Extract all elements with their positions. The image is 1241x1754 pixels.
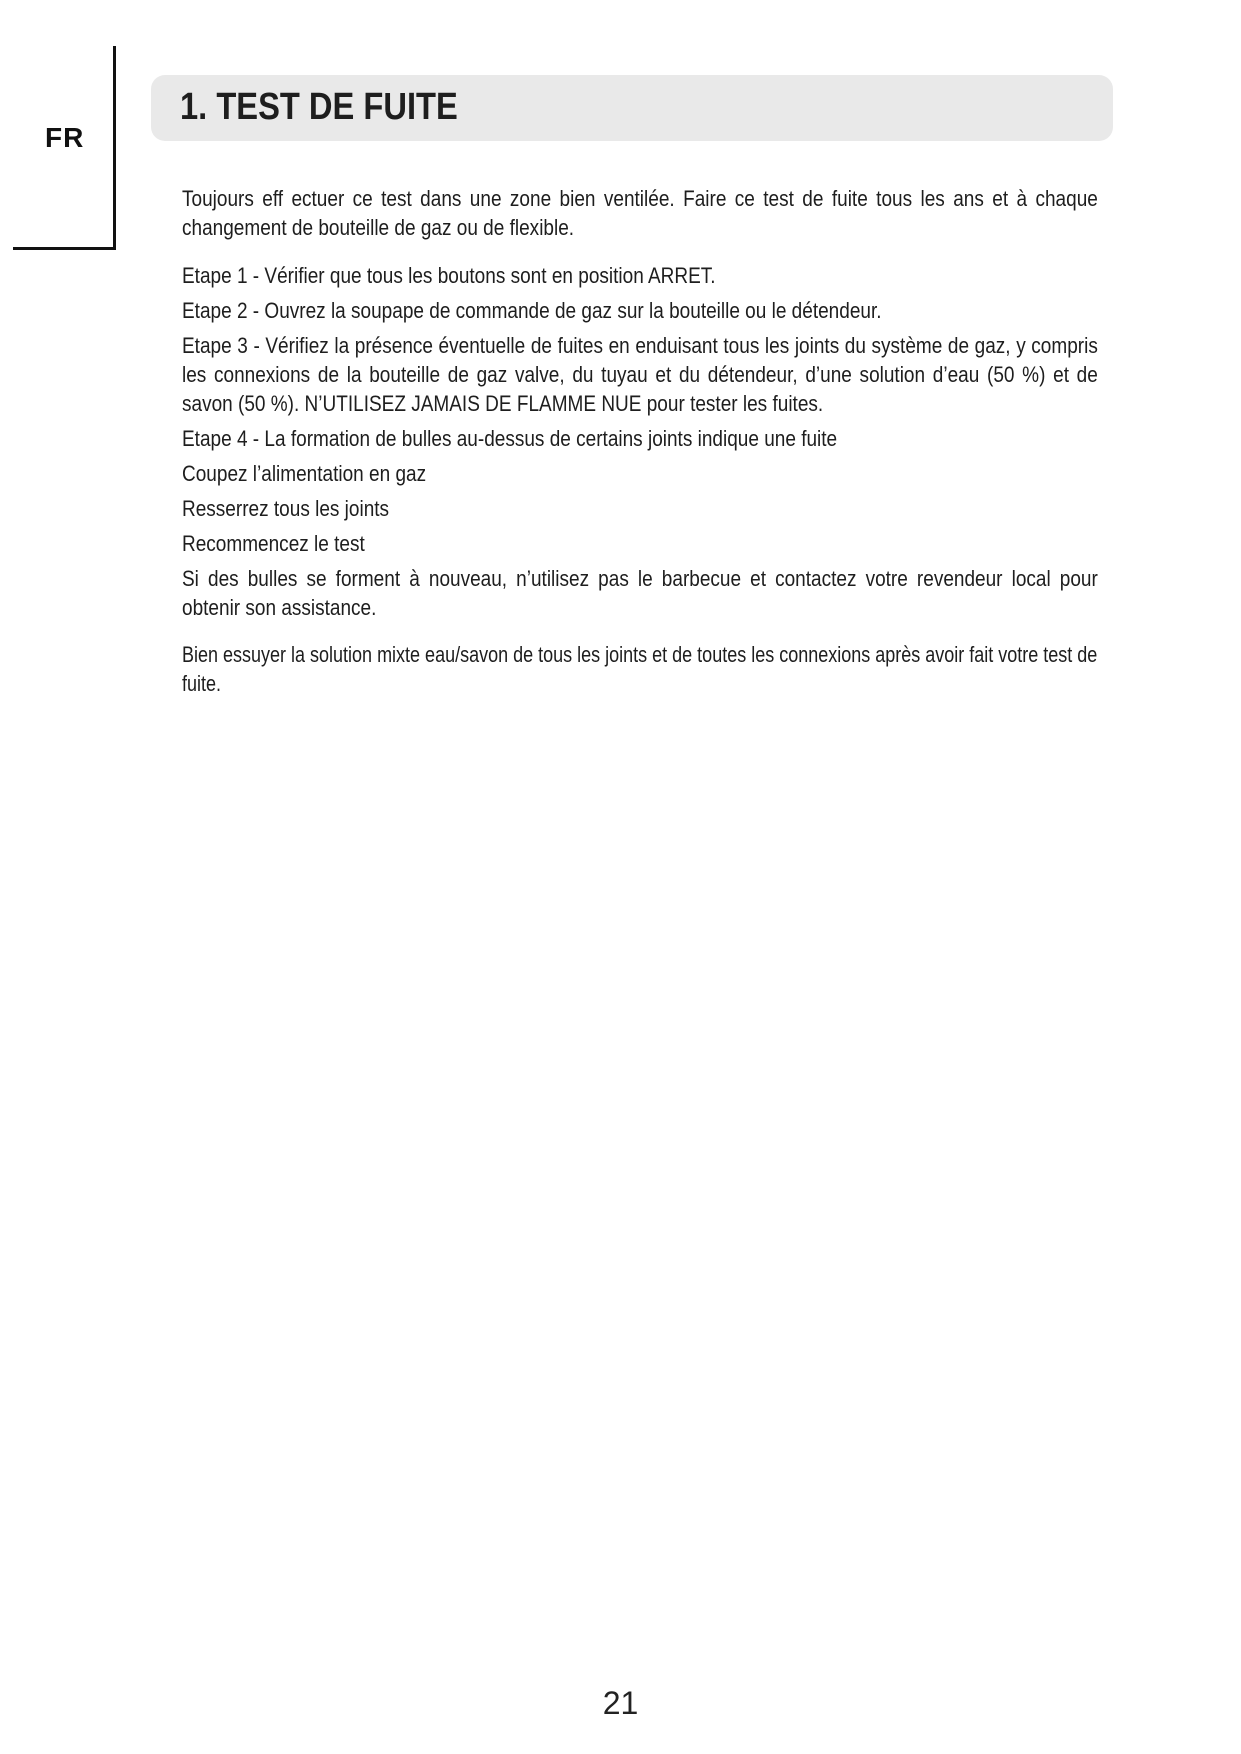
intro-paragraph: Toujours eff ectuer ce test dans une zone bien ventilée. Faire ce test de fuite tous les ans et à chaque changement de bouteille de gaz ou de flexible. (182, 186, 1098, 240)
language-tab-vertical-rule (113, 46, 116, 250)
action-restart-test: Recommencez le test (182, 531, 365, 556)
step-4: Etape 4 - La formation de bulles au-dessus de certains joints indique une fuite (182, 426, 838, 451)
step-3: Etape 3 - Vérifiez la présence éventuelle de fuites en enduisant tous les joints du système de gaz, y compris les connexions de la bouteille de gaz valve, du tuyau et du détendeur, d’une solution d’eau (50 %) et de savon (50 %). N’UTILISEZ JAMAIS DE FLAMME NUE pour tester les fuites. (182, 333, 1098, 416)
language-tab-label: FR (45, 122, 85, 153)
action-tighten-joints: Resserrez tous les joints (182, 496, 390, 521)
final-note: Bien essuyer la solution mixte eau/savon de tous les joints et de toutes les connexions après avoir fait votre test de fuite. (182, 642, 1098, 696)
step-1: Etape 1 - Vérifier que tous les boutons sont en position ARRET. (182, 263, 716, 288)
page-number: 21 (602, 1685, 639, 1721)
if-bubbles-paragraph: Si des bulles se forment à nouveau, n’utilisez pas le barbecue et contactez votre revendeur local pour obtenir son assistance. (182, 566, 1098, 620)
section-title: 1. TEST DE FUITE (180, 86, 458, 128)
step-2: Etape 2 - Ouvrez la soupape de commande de gaz sur la bouteille ou le détendeur. (182, 298, 882, 323)
language-tab-horizontal-rule (13, 247, 116, 250)
action-cut-gas: Coupez l’alimentation en gaz (182, 461, 427, 486)
